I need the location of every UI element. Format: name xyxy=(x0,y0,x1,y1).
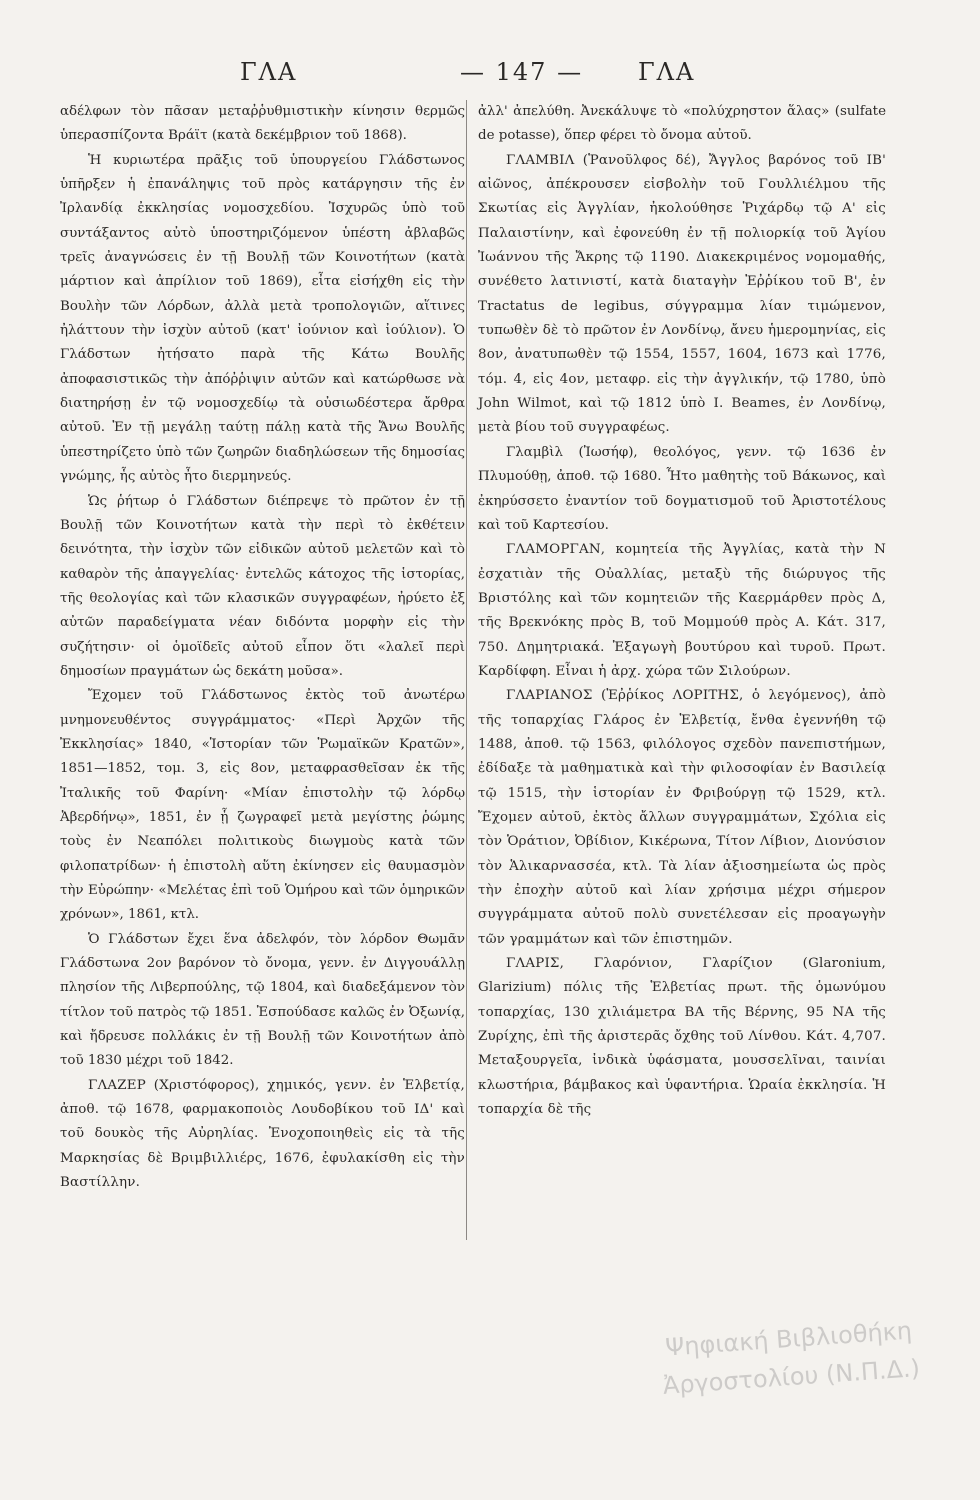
library-watermark xyxy=(638,1310,943,1407)
column-divider xyxy=(466,100,467,1240)
running-header xyxy=(60,58,930,98)
paragraph: Ὡς ῥήτωρ ὁ Γλάδστων διέπρεψε τὸ πρῶτον ἐν τῇ Βουλῇ τῶν Κοινοτήτων κατὰ τὴν περὶ τὸ ἐκθέτειν δεινότητα, τὴν ἰσχὺν τῶν εἰδικῶν αὐτοῦ μελετῶν καὶ τὸ καθαρὸν τῆς ἀπαγγελίας· ἐντελῶς κάτοχος τῆς ἱστορίας, τῆς θεολογίας καὶ τῶν κλασικῶν συγγραφέων, ἠρύετο ἐξ αὐτῶν παραδείγματα νέαν διδόντα μορφὴν εἰς τὴν συζήτησιν· οἱ ὁμοϊδεῖς αὐτοῦ εἶπον ὅτι «λαλεῖ περὶ δημοσίων πραγμάτων ὡς δεκάτη μοῦσα». xyxy=(60,493,465,679)
entry-glamvil: ΓΛΑΜΒΙΛ (Ῥανοῦλφος δέ), Ἄγγλος βαρόνος τοῦ ΙΒ' αἰῶνος, ἀπέκρουσεν εἰσβολὴν τοῦ Γουλλιέλμου τῆς Σκωτίας εἰς Ἀγγλίαν, ἠκολούθησε Ῥιχάρδῳ τῷ Α' εἰς Παλαιστίνην, καὶ ἐφονεύθη ἐν τῇ πολιορκίᾳ τοῦ Ἁγίου Ἰωάννου τῆς Ἄκρης τῷ 1190. Διακεκριμένος νομομαθής, συνέθετο λατινιστί, κατὰ διαταγὴν Ἐῤῥίκου τοῦ Β', ἐν Tractatus de legibus, σύγγραμμα λίαν τιμώμενον, τυπωθὲν δὲ τὸ πρῶτον ἐν Λονδίνῳ, ἄνευ ἡμερομηνίας, εἰς 8ον, ἀνατυπωθὲν τῷ 1554, 1557, 1604, 1673 καὶ 1776, τόμ. 4, εἰς 4ον, μεταφρ. εἰς τὴν ἀγγλικήν, τῷ 1780, ὑπὸ John Wilmot, καὶ τῷ 1812 ὑπὸ I. Beames, ἐν Λονδίνῳ, μετὰ βίου τοῦ συγγραφέως. xyxy=(478,152,886,436)
paragraph: Ἔχομεν τοῦ Γλάδστωνος ἐκτὸς τοῦ ἀνωτέρω μνημονευθέντος συγγράμματος· «Περὶ Ἀρχῶν τῆς Ἐκκλησίας» 1840, «Ἱστορίαν τῶν Ῥωμαϊκῶν Κρατῶν», 1851—1852, τομ. 3, εἰς 8ον, μεταφρασθεῖσαν ἐκ τῆς Ἰταλικῆς τοῦ Φαρίνη· «Μίαν ἐπιστολὴν τῷ λόρδῳ Ἀβερδήνῳ», 1851, ἐν ᾗ ζωγραφεῖ μετὰ μεγίστης ῥώμης τοὺς ἐν Νεαπόλει πολιτικοὺς διωγμοὺς κατὰ τῶν φιλοπατρίδων· ἡ ἐπιστολὴ αὕτη ἐκίνησεν εἰς θαυμασμὸν τὴν Εὐρώπην· «Μελέτας ἐπὶ τοῦ Ὁμήρου καὶ τῶν ὁμηρικῶν χρόνων», 1861, κτλ. xyxy=(60,688,465,923)
entry-glaris: ΓΛΑΡΙΣ, Γλαρόνιον, Γλαρίζιον (Glaronium, Glarizium) πόλις τῆς Ἑλβετίας πρωτ. τῆς ὁμωνύμου τοπαρχίας, 130 χιλιάμετρα ΒΑ τῆς Βέρνης, 95 ΝΑ τῆς Ζυρίχης, ἐπὶ τῆς ἀριστερᾶς ὄχθης τοῦ Λίνθου. Κάτ. 4,707. Μεταξουργεῖα, ἰνδικὰ ὑφάσματα, μουσσελῖναι, ταινίαι κλωστήρια, βάμβακος καὶ ὑφαντήρια. Ὡραία ἐκκλησία. Ἡ τοπαρχία δὲ τῆς xyxy=(478,956,886,1118)
right-column xyxy=(478,100,886,1122)
entry-glamvil-joseph: Γλαμβὶλ (Ἰωσήφ), θεολόγος, γενν. τῷ 1636 ἐν Πλυμούθῃ, ἀποθ. τῷ 1680. Ἦτο μαθητὴς τοῦ Βάκωνος, καὶ ἐκηρύσσετο ἐναντίον τοῦ δογματισμοῦ τοῦ Ἀριστοτέλους καὶ τοῦ Καρτεσίου. xyxy=(478,444,886,533)
paragraph: Ἡ κυριωτέρα πρᾶξις τοῦ ὑπουργείου Γλάδστωνος ὑπῆρξεν ἡ ἐπανάληψις τοῦ πρὸς κατάργησιν τῆς ἐν Ἰρλανδίᾳ ἐκκλησίας νομοσχεδίου. Ἰσχυρῶς ὑπὸ τοῦ συντάξαντος αὐτὸ ὑποστηριζόμενον ὑπέστη ἀβλαβῶς τρεῖς ἀναγνώσεις ἐν τῇ Βουλῇ τῶν Κοινοτήτων (κατὰ μάρτιον καὶ ἀπρίλιον τοῦ 1869), εἶτα εἰσήχθη εἰς τὴν Βουλὴν τῶν Λόρδων, ἀλλὰ μετὰ τροπολογιῶν, αἵτινες ἠλάττουν τὴν ἰσχὺν αὐτοῦ (κατ' ἰούνιον καὶ ἰούλιον). Ὁ Γλάδστων ἠτήσατο παρὰ τῆς Κάτω Βουλῆς ἀποφασιστικῶς τὴν ἀπόῤῥιψιν αὐτῶν καὶ κατώρθωσε νὰ διατηρήσῃ ἐν τῷ νομοσχεδίῳ τὰ οὐσιωδέστερα ἄρθρα αὐτοῦ. Ἐν τῇ μεγάλῃ ταύτῃ πάλῃ κατὰ τῆς Ἄνω Βουλῆς ὑπεστηρίζετο ὑπὸ τῶν ζωηρῶν διαδηλώσεων τῆς δημοσίας γνώμης, ἧς αὐτὸς ἦτο διερμηνεύς. xyxy=(60,152,465,485)
paragraph: Ὁ Γλάδστων ἔχει ἕνα ἀδελφόν, τὸν λόρδον Θωμᾶν Γλάδστωνα 2ον βαρόνον τὸ ὄνομα, γενν. ἐν Διγγουάλλῃ πλησίον τῆς Λιβερπούλης, τῷ 1804, καὶ διαδεξάμενον τὸν τίτλον τοῦ πατρὸς τῷ 1851. Ἐσπούδασε καλῶς ἐν Ὀξωνίᾳ, καὶ ἤδρευσε πολλάκις ἐν τῇ Βουλῇ τῶν Κοινοτήτων ἀπὸ τοῦ 1830 μέχρι τοῦ 1842. xyxy=(60,931,465,1069)
paragraph: αδέλφων τὸν πᾶσαν μεταῤῥυθμιστικὴν κίνησιν θερμῶς ὑπερασπίζοντα Βράϊτ (κατὰ δεκέμβριον τοῦ 1868). xyxy=(60,104,465,144)
header-left-word: ΓΛΑ xyxy=(240,58,298,86)
entry-glarianos: ΓΛΑΡΙΑΝΟΣ (Ἐῤῥίκος ΛΟΡΙΤΗΣ, ὁ λεγόμενος), ἀπὸ τῆς τοπαρχίας Γλάρος ἐν Ἑλβετίᾳ, ἔνθα ἐγεννήθη τῷ 1488, ἀποθ. τῷ 1563, φιλόλογος σχεδὸν πανεπιστήμων, ἐδίδαξε τὰ μαθηματικὰ καὶ τὴν φιλοσοφίαν ἐν Βασιλείᾳ τῷ 1515, τὴν ἱστορίαν ἐν Φριβούργῃ τῷ 1529, κτλ. Ἔχομεν αὐτοῦ, ἐκτὸς ἄλλων συγγραμμάτων, Σχόλια εἰς τὸν Ὁράτιον, Ὀβίδιον, Κικέρωνα, Τίτον Λίβιον, Διονύσιον τὸν Ἁλικαρνασσέα, κτλ. Τὰ λίαν ἀξιοσημείωτα ὡς πρὸς τὴν ἐποχὴν αὐτοῦ καὶ λίαν χρήσιμα μέχρι σήμερον συγγράμματα αὐτοῦ πολὺ συνετέλεσαν εἰς προαγωγὴν τῶν γραμμάτων καὶ τῶν ἐπιστημῶν. xyxy=(478,688,886,947)
watermark-line: Ψηφιακή Βιβλιοθήκη xyxy=(664,1316,913,1362)
left-column xyxy=(60,100,465,1195)
entry-glamorgan: ΓΛΑΜΟΡΓΑΝ, κομητεία τῆς Ἀγγλίας, κατὰ τὴν Ν ἐσχατιὰν τῆς Οὐαλλίας, μεταξὺ τῆς διώρυγος τῆς Βριστόλης καὶ τῶν κομητειῶν τῆς Καερμάρθεν πρὸς Δ, τῆς Βρεκνόκης πρὸς Β, τοῦ Μομμούθ πρὸς Α. Κάτ. 317, 750. Δημητριακά. Ἐξαγωγὴ βουτύρου καὶ τυροῦ. Πρωτ. Καρδίφφη. Εἶναι ἡ ἀρχ. χώρα τῶν Σιλούρων. xyxy=(478,542,886,679)
watermark-line: Ἀργοστολίου (Ν.Π.Δ.) xyxy=(661,1354,921,1400)
page-number: — 147 — xyxy=(460,58,584,86)
paragraph: ἀλλ' ἀπελύθη. Ἀνεκάλυψε τὸ «πολύχρηστον ἅλας» (sulfate de potasse), ὅπερ φέρει τὸ ὄνομα αὐτοῦ. xyxy=(478,104,886,144)
entry-glazer: ΓΛΑΖΕΡ (Χριστόφορος), χημικός, γενν. ἐν Ἑλβετίᾳ, ἀποθ. τῷ 1678, φαρμακοποιὸς Λουδοβίκου τοῦ ΙΔ' καὶ τοῦ δουκὸς τῆς Αὐρηλίας. Ἐνοχοποιηθεὶς εἰς τὰ τῆς Μαρκησίας δὲ Βριμβιλλιέρς, 1676, ἐφυλακίσθη εἰς τὴν Βαστίλλην. xyxy=(60,1077,465,1191)
header-right-word: ΓΛΑ xyxy=(638,58,696,86)
